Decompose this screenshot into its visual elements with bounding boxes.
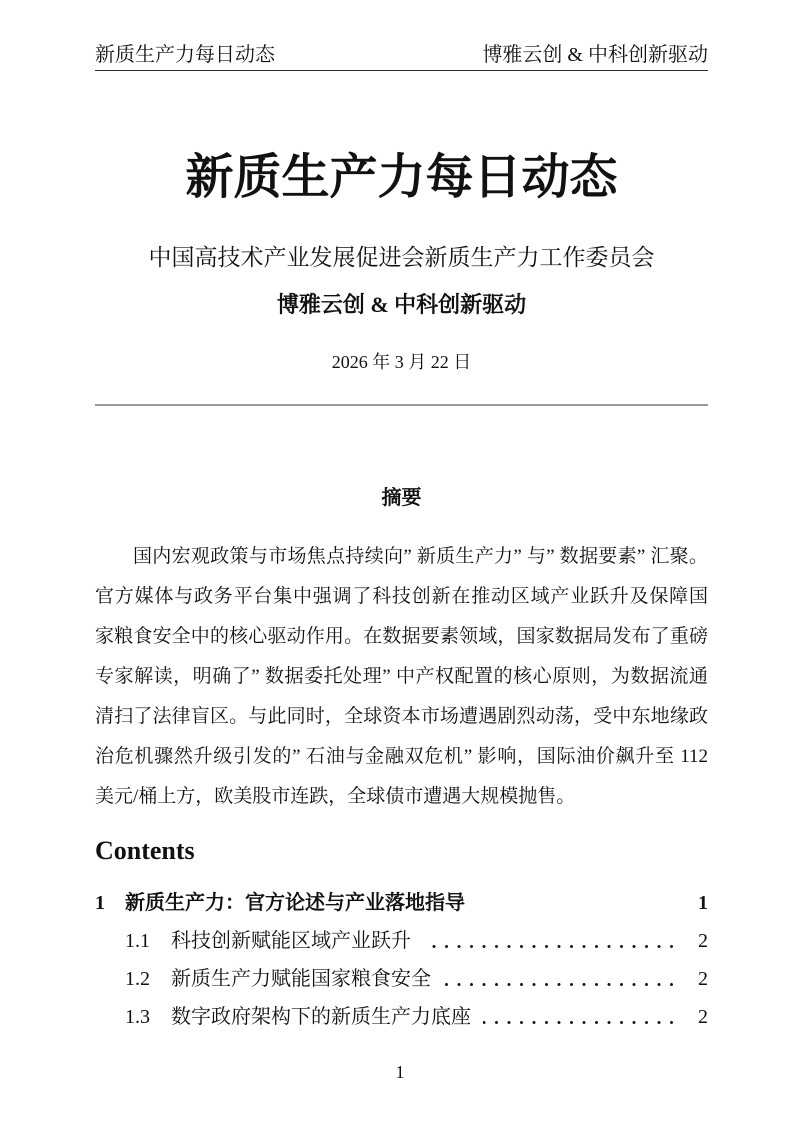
toc-entry-number: 1.3	[125, 1006, 150, 1028]
organization-subtitle: 中国高技术产业发展促进会新质生产力工作委员会	[148, 245, 655, 270]
footer-page-number: 1	[395, 1062, 405, 1082]
abstract-line: 官方媒体与政务平台集中强调了科技创新在推动区域产业跃升及保障国	[95, 586, 708, 607]
authors-line: 博雅云创 & 中科创新驱动	[276, 292, 527, 317]
toc-entry-section-1	[95, 891, 708, 915]
toc-dot-leader	[443, 982, 682, 987]
date-line: 2026 年 3 月 22 日	[331, 352, 472, 372]
abstract-line: 清扫了法律盲区。与此同时，全球资本市场遭遇剧烈动荡，受中东地缘政	[95, 706, 708, 727]
toc-entry-title: 新质生产力赋能国家粮食安全	[171, 968, 431, 990]
toc-entry-number: 1.1	[125, 930, 150, 952]
toc-entry-number: 1	[95, 892, 105, 914]
toc-entry-title: 科技创新赋能区域产业跃升	[171, 930, 411, 952]
toc-entry-title: 数字政府架构下的新质生产力底座	[171, 1006, 471, 1028]
toc-entry-title: 新质生产力：官方论述与产业落地指导	[125, 892, 465, 914]
abstract-line: 治危机骤然升级引发的” 石油与金融双危机” 影响，国际油价飙升至 112	[95, 746, 708, 767]
abstract-heading: 摘要	[381, 487, 422, 509]
abstract-paragraph	[95, 537, 708, 817]
header-right-authors: 博雅云创 & 中科创新驱动	[482, 44, 708, 66]
toc-dot-leader	[483, 1020, 682, 1025]
toc-heading: Contents	[95, 836, 195, 865]
toc-entry-page: 2	[698, 968, 708, 990]
toc-entry-number: 1.2	[125, 968, 150, 990]
abstract-line: 国内宏观政策与市场焦点持续向” 新质生产力” 与” 数据要素” 汇聚。	[133, 546, 708, 567]
abstract-line: 家粮食安全中的核心驱动作用。在数据要素领域，国家数据局发布了重磅	[95, 626, 708, 647]
running-header	[95, 43, 708, 67]
titleblock-rule	[95, 404, 708, 406]
toc-entry-subsection-1-1	[95, 929, 708, 953]
toc-entry-page: 2	[698, 1006, 708, 1028]
toc-entry-page: 1	[698, 892, 708, 914]
abstract-line: 美元/桶上方，欧美股市连跌，全球债市遭遇大规模抛售。	[95, 786, 576, 807]
toc-entry-subsection-1-2	[95, 967, 708, 991]
abstract-line: 专家解读，明确了” 数据委托处理” 中产权配置的核心原则，为数据流通	[95, 666, 708, 687]
table-of-contents	[95, 891, 708, 1043]
header-rule	[95, 70, 708, 71]
document-title: 新质生产力每日动态	[185, 151, 618, 204]
toc-entry-subsection-1-3	[95, 1005, 708, 1029]
toc-dot-leader	[423, 944, 682, 949]
header-left-title: 新质生产力每日动态	[95, 44, 275, 66]
toc-entry-page: 2	[698, 930, 708, 952]
